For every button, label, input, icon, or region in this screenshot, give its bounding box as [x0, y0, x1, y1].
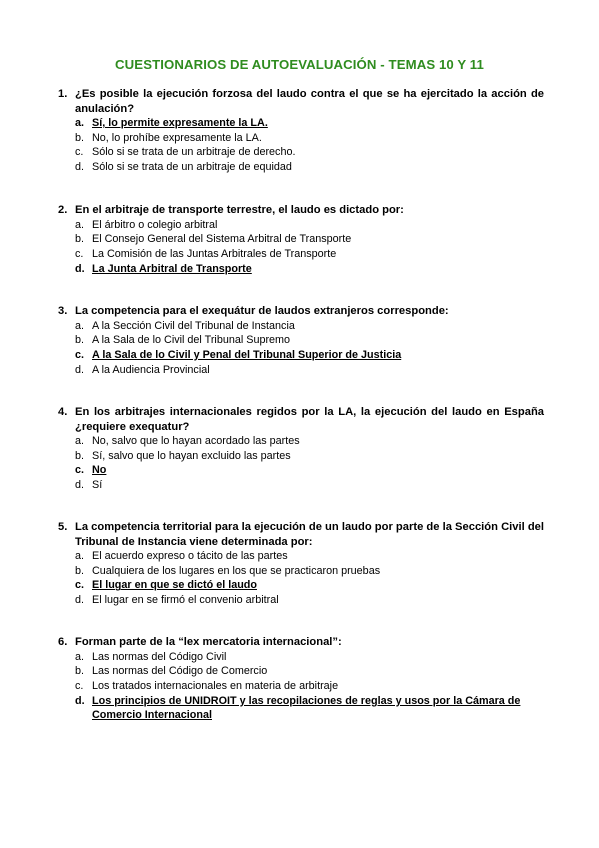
option-letter: d. [75, 363, 85, 376]
answer-option-c[interactable] [58, 463, 544, 478]
option-letter: b. [75, 665, 85, 678]
answer-options [58, 218, 544, 277]
answer-options [58, 434, 544, 493]
answer-option-b[interactable] [58, 232, 544, 247]
option-text: Sí, salvo que lo hayan excluido las partes [92, 449, 291, 462]
answer-option-c[interactable] [58, 145, 544, 160]
question-3 [58, 304, 544, 377]
option-text: Sólo si se trata de un arbitraje de derecho. [92, 146, 296, 159]
question-number: 3. [58, 305, 68, 317]
answer-options [58, 319, 544, 378]
option-text: A la Sección Civil del Tribunal de Instancia [92, 319, 295, 332]
answer-option-b[interactable] [58, 131, 544, 146]
option-letter: a. [75, 435, 85, 447]
question-number: 5. [58, 521, 68, 533]
option-letter: d. [75, 594, 85, 607]
question-text: La competencia para el exequátur de laudos extranjeros corresponde: [75, 305, 449, 317]
option-text: El lugar en que se dictó el laudo [92, 579, 257, 592]
option-text: Sí, lo permite expresamente la LA. [92, 117, 268, 129]
question-number: 2. [58, 204, 68, 216]
option-letter: d. [75, 262, 85, 275]
option-text: A la Audiencia Provincial [92, 363, 210, 376]
answer-option-a[interactable] [58, 650, 544, 665]
answer-option-b[interactable] [58, 449, 544, 464]
option-letter: b. [75, 131, 85, 144]
option-letter: d. [75, 694, 85, 707]
answer-option-d[interactable] [58, 478, 544, 493]
option-text: A la Sala de lo Civil y Penal del Tribunal Superior de Justicia [92, 348, 402, 361]
answer-options [58, 650, 544, 724]
option-letter: b. [75, 449, 85, 462]
answer-option-a[interactable] [58, 319, 544, 334]
answer-option-c[interactable] [58, 679, 544, 694]
option-text: El acuerdo expreso o tácito de las partes [92, 550, 288, 562]
answer-option-b[interactable] [58, 664, 544, 679]
answer-option-a[interactable] [58, 549, 544, 564]
answer-option-a[interactable] [58, 116, 544, 131]
answer-option-d[interactable] [58, 262, 544, 277]
question-number: 6. [58, 636, 68, 648]
question-text: Forman parte de la “lex mercatoria internacional”: [75, 636, 342, 648]
option-letter: c. [75, 464, 85, 477]
option-letter: a. [75, 550, 85, 562]
option-letter: d. [75, 479, 85, 492]
option-letter: c. [75, 679, 84, 692]
question-5 [58, 520, 544, 608]
answer-options [58, 549, 544, 608]
answer-option-c[interactable] [58, 247, 544, 262]
question-number: 4. [58, 406, 68, 418]
option-text: Sí [92, 479, 103, 492]
option-text: Cualquiera de los lugares en los que se practicaron pruebas [92, 564, 381, 577]
option-letter: c. [75, 247, 84, 260]
option-text: Las normas del Código de Comercio [92, 665, 268, 678]
answer-option-d[interactable] [58, 593, 544, 608]
question-1 [58, 87, 544, 175]
question-number: 1. [58, 88, 68, 100]
question-2 [58, 203, 544, 276]
option-text: La Junta Arbitral de Transporte [92, 262, 252, 275]
question-text: En los arbitrajes internacionales regidos por la LA, la ejecución del laudo en España ¿requiere exequatur? [75, 406, 544, 433]
answer-option-d[interactable] [58, 160, 544, 175]
option-letter: c. [75, 146, 84, 159]
answer-option-d[interactable] [58, 363, 544, 378]
option-letter: a. [75, 319, 85, 332]
page-title: CUESTIONARIOS DE AUTOEVALUACIÓN - TEMAS 10 Y 11 [115, 57, 484, 72]
option-letter: b. [75, 233, 85, 246]
option-text: A la Sala de lo Civil del Tribunal Supremo [92, 334, 291, 347]
option-letter: a. [75, 218, 85, 231]
option-text: La Comisión de las Juntas Arbitrales de Transporte [92, 247, 337, 260]
question-text: ¿Es posible la ejecución forzosa del laudo contra el que se ha ejercitado la acción de anulación? [75, 88, 544, 115]
answer-option-b[interactable] [58, 564, 544, 579]
option-text: Las normas del Código Civil [92, 650, 227, 663]
option-text: Los tratados internacionales en materia de arbitraje [92, 679, 339, 692]
option-letter: a. [75, 117, 85, 129]
answer-option-c[interactable] [58, 578, 544, 593]
option-text: El árbitro o colegio arbitral [92, 218, 218, 231]
option-text: No, salvo que lo hayan acordado las partes [92, 435, 300, 447]
option-text: Sólo si se trata de un arbitraje de equidad [92, 161, 292, 174]
answer-option-a[interactable] [58, 434, 544, 449]
option-letter: c. [75, 348, 85, 361]
option-text: No, lo prohíbe expresamente la LA. [92, 131, 262, 144]
option-letter: b. [75, 564, 85, 577]
option-letter: c. [75, 579, 85, 592]
question-text: La competencia territorial para la ejecución de un laudo por parte de la Sección Civil del Tribunal de Instancia viene determinada por: [75, 521, 544, 548]
option-letter: a. [75, 650, 85, 663]
option-letter: b. [75, 334, 85, 347]
question-text: En el arbitraje de transporte terrestre, el laudo es dictado por: [75, 204, 404, 216]
answer-option-a[interactable] [58, 218, 544, 233]
option-letter: d. [75, 161, 85, 174]
question-6 [58, 635, 544, 723]
option-text: El Consejo General del Sistema Arbitral de Transporte [92, 233, 352, 246]
question-4 [58, 405, 544, 493]
answer-option-b[interactable] [58, 333, 544, 348]
answer-options [58, 116, 544, 175]
answer-option-c[interactable] [58, 348, 544, 363]
answer-option-d[interactable] [58, 694, 544, 723]
option-text: No [92, 464, 107, 477]
option-text: Los principios de UNIDROIT y las recopilaciones de reglas y usos por la Cámara de Comercio Internacional [92, 694, 521, 722]
option-text: El lugar en se firmó el convenio arbitral [92, 594, 279, 607]
